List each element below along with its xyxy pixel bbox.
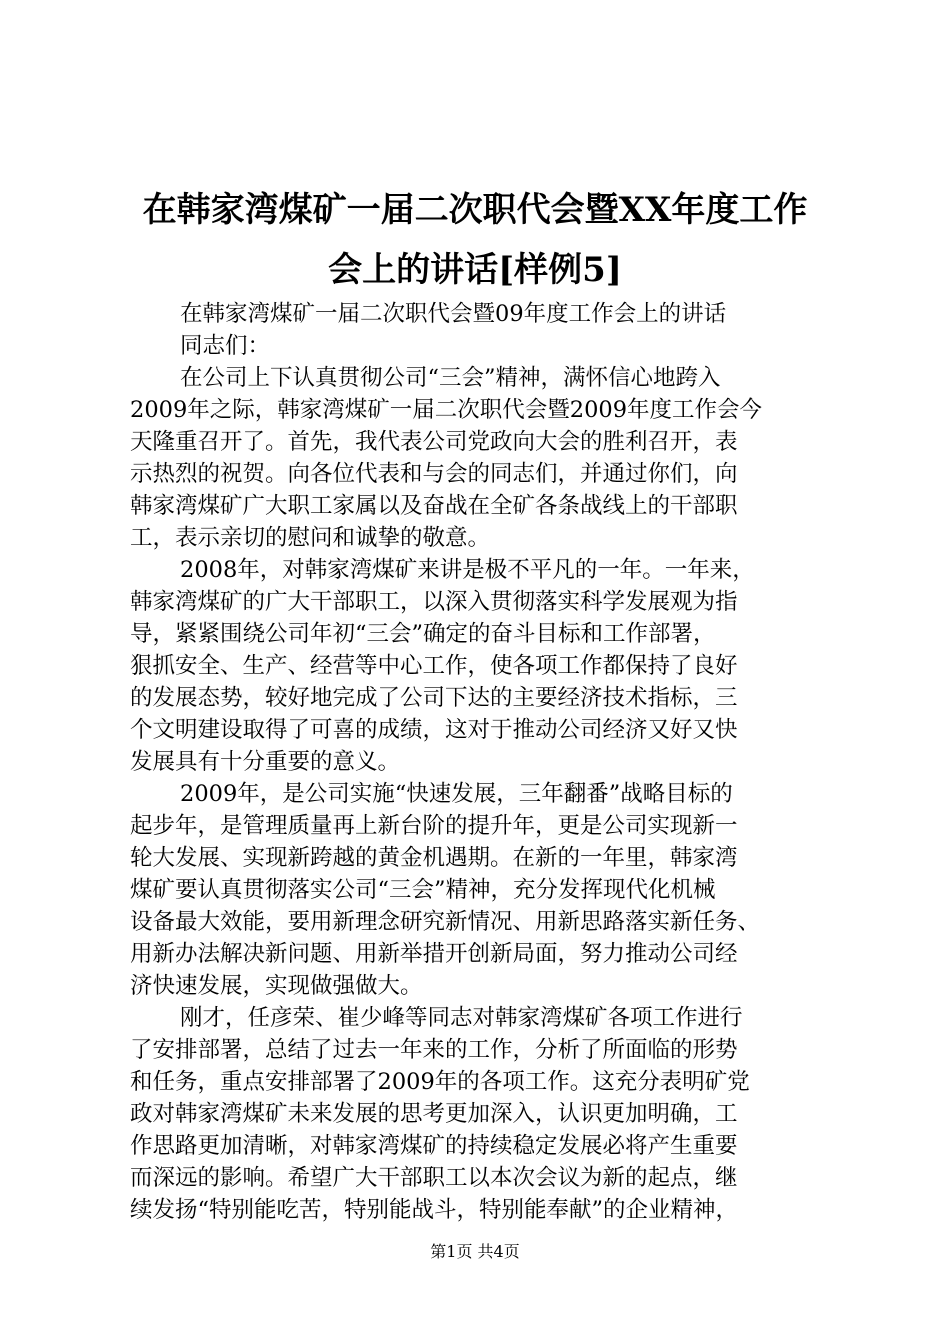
body-line: 和任务，重点安排部署了2009年的各项工作。这充分表明矿党: [130, 1069, 750, 1095]
body-line: 狠抓安全、生产、经营等中心工作，使各项工作都保持了良好: [130, 653, 738, 679]
body-line: 而深远的影响。希望广大干部职工以本次会议为新的起点，继: [130, 1165, 738, 1191]
body-line: 导，紧紧围绕公司年初“三会”确定的奋斗目标和工作部署，: [130, 621, 716, 647]
body-line: 煤矿要认真贯彻落实公司“三会”精神，充分发挥现代化机械: [130, 877, 716, 903]
body-line: 2009年，是公司实施“快速发展，三年翻番”战略目标的: [180, 781, 733, 807]
document-title-line-2: 会上的讲话[样例5]: [328, 250, 622, 290]
body-line: 轮大发展、实现新跨越的黄金机遇期。在新的一年里，韩家湾: [130, 845, 738, 871]
body-line: 2009年之际，韩家湾煤矿一届二次职代会暨2009年度工作会今: [130, 397, 763, 423]
body-line: 2008年，对韩家湾煤矿来讲是极不平凡的一年。一年来，: [180, 557, 755, 583]
body-line: 起步年，是管理质量再上新台阶的提升年，更是公司实现新一: [130, 813, 738, 839]
document-title-line-1: 在韩家湾煤矿一届二次职代会暨XX年度工作: [142, 190, 808, 230]
document-body: [130, 298, 830, 1226]
body-line: 政对韩家湾煤矿未来发展的思考更加深入，认识更加明确，工: [130, 1101, 738, 1127]
body-line: 了安排部署，总结了过去一年来的工作，分析了所面临的形势: [130, 1037, 738, 1063]
body-line: 韩家湾煤矿的广大干部职工，以深入贯彻落实科学发展观为指: [130, 589, 738, 615]
body-line: 个文明建设取得了可喜的成绩，这对于推动公司经济又好又快: [130, 717, 738, 743]
body-line: 设备最大效能，要用新理念研究新情况、用新思路落实新任务、: [130, 909, 761, 935]
body-line: 工，表示亲切的慰问和诚挚的敬意。: [130, 525, 491, 551]
body-line: 的发展态势，较好地完成了公司下达的主要经济技术指标，三: [130, 685, 738, 711]
body-line: 韩家湾煤矿广大职工家属以及奋战在全矿各条战线上的干部职: [130, 493, 738, 519]
subtitle-line: 在韩家湾煤矿一届二次职代会暨09年度工作会上的讲话: [180, 301, 727, 327]
body-line: 济快速发展，实现做强做大。: [130, 973, 423, 999]
salutation-line: 同志们：: [180, 333, 271, 359]
body-line: 续发扬“特别能吃苦，特别能战斗，特别能奉献”的企业精神，: [130, 1197, 739, 1223]
body-line: 天隆重召开了。首先，我代表公司党政向大会的胜利召开，表: [130, 429, 738, 455]
body-line: 用新办法解决新问题、用新举措开创新局面，努力推动公司经: [130, 941, 738, 967]
body-line: 示热烈的祝贺。向各位代表和与会的同志们，并通过你们，向: [130, 461, 738, 487]
body-line: 作思路更加清晰，对韩家湾煤矿的持续稳定发展必将产生重要: [130, 1133, 738, 1159]
body-line: 在公司上下认真贯彻公司“三会”精神，满怀信心地跨入: [180, 365, 721, 391]
body-line: 发展具有十分重要的意义。: [130, 749, 401, 775]
body-line: 刚才，任彦荣、崔少峰等同志对韩家湾煤矿各项工作进行: [180, 1005, 743, 1031]
page-number-footer: 第1页 共4页: [430, 1242, 520, 1261]
